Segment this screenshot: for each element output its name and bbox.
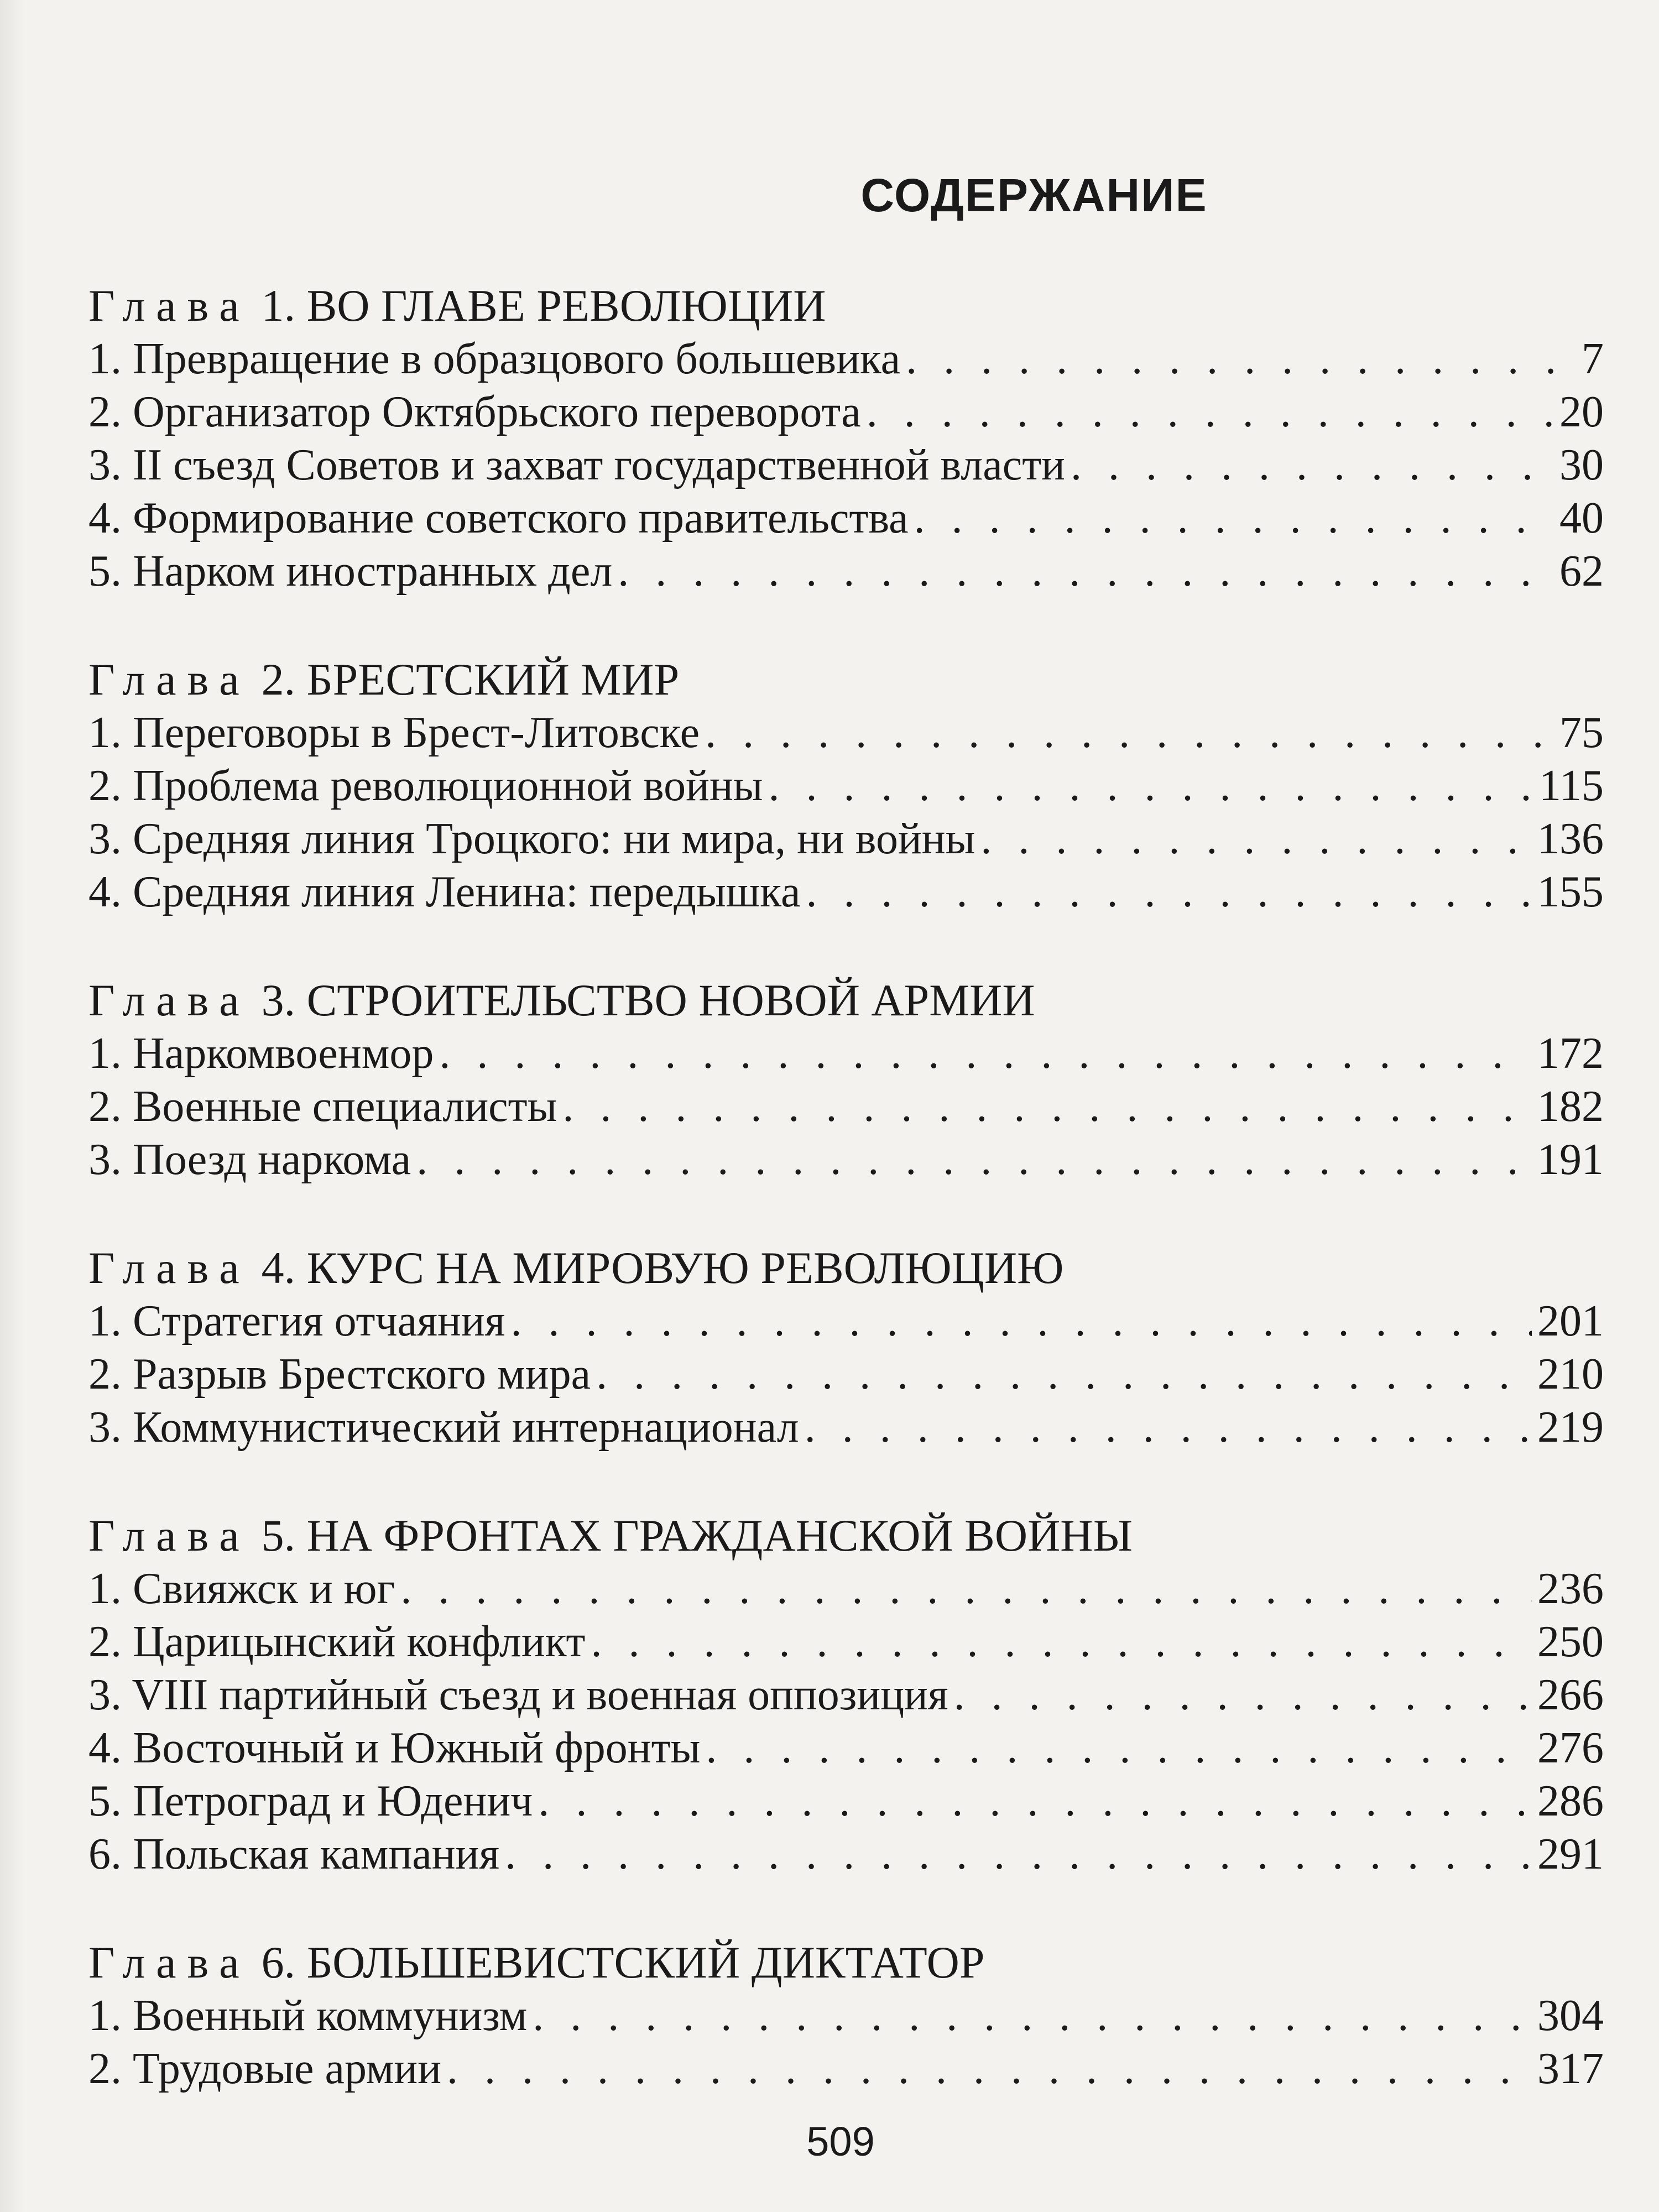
dot-leader	[705, 706, 1554, 759]
toc-entry	[88, 439, 1604, 492]
toc-entry	[88, 385, 1604, 439]
dot-leader	[591, 1615, 1532, 1668]
chapter-heading	[88, 1241, 1604, 1295]
dot-leader	[439, 1027, 1532, 1080]
toc-entry-page: 219	[1537, 1403, 1604, 1452]
chapter-prefix: Глава	[88, 280, 251, 331]
toc-entry	[88, 1401, 1604, 1454]
toc-entry-title: 5. Нарком иностранных дел	[88, 547, 613, 596]
dot-leader	[538, 1775, 1532, 1828]
chapter-section	[88, 974, 1604, 1186]
toc-entry	[88, 1295, 1604, 1348]
toc-entry	[88, 1989, 1604, 2042]
chapter-prefix: Глава	[88, 1243, 251, 1293]
chapter-title: 1. ВО ГЛАВЕ РЕВОЛЮЦИИ	[261, 280, 826, 331]
toc-entry-title: 2. Проблема революционной войны	[88, 761, 763, 810]
chapter-section	[88, 1241, 1604, 1454]
toc-entry-page: 20	[1559, 388, 1604, 436]
chapter-prefix: Глава	[88, 1937, 251, 1987]
page-number: 509	[806, 2119, 875, 2164]
toc-entry-page: 172	[1537, 1029, 1604, 1078]
chapter-prefix: Глава	[88, 975, 251, 1025]
toc-entry-title: 1. Свияжск и юг	[88, 1564, 395, 1613]
toc-entry-page: 136	[1537, 815, 1604, 863]
toc-entry-title: 1. Военный коммунизм	[88, 1991, 528, 2040]
toc-entry-title: 4. Средняя линия Ленина: передышка	[88, 868, 801, 916]
page-title: СОДЕРЖАНИЕ	[860, 169, 1208, 221]
toc-entry-page: 317	[1537, 2044, 1604, 2093]
toc-entry	[88, 1721, 1604, 1775]
toc-entry	[88, 2042, 1604, 2095]
dot-leader	[805, 1401, 1532, 1454]
chapter-title: 6. БОЛЬШЕВИСТСКИЙ ДИКТАТОР	[261, 1937, 985, 1987]
chapter-heading	[88, 653, 1604, 706]
toc-entry-page: 291	[1537, 1830, 1604, 1879]
toc-entry-title: 1. Переговоры в Брест-Литовске	[88, 708, 700, 757]
chapter-section	[88, 1509, 1604, 1881]
toc-entry-title: 4. Восточный и Южный фронты	[88, 1724, 701, 1772]
dot-leader	[416, 1133, 1532, 1186]
dot-leader	[980, 812, 1532, 865]
toc-entry	[88, 1027, 1604, 1080]
toc-entry-page: 155	[1537, 868, 1604, 916]
toc-entry-title: 1. Превращение в образцового большевика	[88, 335, 901, 383]
toc-entry-title: 2. Военные специалисты	[88, 1082, 557, 1131]
toc-entry-title: 1. Наркомвоенмор	[88, 1029, 434, 1078]
chapter-prefix: Глава	[88, 654, 251, 705]
dot-leader	[596, 1348, 1532, 1401]
dot-leader	[510, 1295, 1532, 1348]
chapter-section	[88, 279, 1604, 598]
toc-entry-title: 2. Царицынский конфликт	[88, 1618, 586, 1666]
toc-entry	[88, 706, 1604, 759]
chapter-title: 5. НА ФРОНТАХ ГРАЖДАНСКОЙ ВОЙНЫ	[261, 1510, 1133, 1561]
toc-entry	[88, 1668, 1604, 1721]
toc-entry-title: 4. Формирование советского правительства	[88, 494, 909, 542]
chapter-prefix: Глава	[88, 1510, 251, 1561]
toc-entry-title: 5. Петроград и Юденич	[88, 1777, 533, 1825]
dot-leader	[562, 1080, 1532, 1133]
toc-entry-title: 2. Организатор Октябрьского переворота	[88, 388, 861, 436]
chapter-title: 2. БРЕСТСКИЙ МИР	[261, 654, 680, 705]
dot-leader	[867, 385, 1554, 439]
dot-leader	[400, 1562, 1532, 1615]
toc-entry-title: 3. Средняя линия Троцкого: ни мира, ни войны	[88, 815, 975, 863]
dot-leader	[769, 759, 1533, 812]
toc-entry-page: 286	[1537, 1777, 1604, 1825]
toc-entry	[88, 1775, 1604, 1828]
toc-entry-page: 191	[1537, 1135, 1604, 1184]
page-edge-shadow	[0, 0, 25, 2212]
toc-entry-title: 3. VIII партийный съезд и военная оппозиция	[88, 1671, 948, 1719]
chapter-heading	[88, 1936, 1604, 1989]
toc-entry-title: 1. Стратегия отчаяния	[88, 1297, 505, 1345]
chapter-section	[88, 653, 1604, 919]
toc-entry-page: 304	[1537, 1991, 1604, 2040]
dot-leader	[505, 1828, 1532, 1881]
toc-entry	[88, 545, 1604, 598]
chapter-title: 4. КУРС НА МИРОВУЮ РЕВОЛЮЦИЮ	[261, 1243, 1064, 1293]
toc-entry	[88, 812, 1604, 865]
dot-leader	[1071, 439, 1554, 492]
toc-entry-title: 3. Коммунистический интернационал	[88, 1403, 799, 1452]
toc-entry-page: 210	[1537, 1350, 1604, 1399]
toc-entry-page: 276	[1537, 1724, 1604, 1772]
chapter-title: 3. СТРОИТЕЛЬСТВО НОВОЙ АРМИИ	[261, 975, 1035, 1025]
chapter-heading	[88, 1509, 1604, 1562]
toc-entry	[88, 1828, 1604, 1881]
toc-entry-title: 2. Трудовые армии	[88, 2044, 442, 2093]
toc-entry	[88, 865, 1604, 919]
toc-entry-page: 250	[1537, 1618, 1604, 1666]
toc-entry	[88, 759, 1604, 812]
dot-leader	[906, 332, 1576, 385]
toc-entry-title: 3. II съезд Советов и захват государственной власти	[88, 441, 1065, 489]
toc-entry	[88, 1615, 1604, 1668]
toc-entry-title: 2. Разрыв Брестского мира	[88, 1350, 591, 1399]
toc-entry	[88, 1348, 1604, 1401]
toc-entry-page: 62	[1559, 547, 1604, 596]
dot-leader	[533, 1989, 1532, 2042]
dot-leader	[706, 1721, 1532, 1775]
chapter-section	[88, 1936, 1604, 2095]
dot-leader	[954, 1668, 1532, 1721]
toc-entry-page: 236	[1537, 1564, 1604, 1613]
toc-entry-page: 201	[1537, 1297, 1604, 1345]
toc-entry	[88, 1133, 1604, 1186]
toc-entry-page: 75	[1559, 708, 1604, 757]
toc-entry-title: 3. Поезд наркома	[88, 1135, 411, 1184]
dot-leader	[447, 2042, 1532, 2095]
toc-entry-page: 40	[1559, 494, 1604, 542]
table-of-contents	[88, 279, 1604, 2151]
chapter-heading	[88, 279, 1604, 332]
dot-leader	[806, 865, 1532, 919]
toc-entry-page: 115	[1538, 761, 1604, 810]
toc-entry-title: 6. Польская кампания	[88, 1830, 500, 1879]
toc-entry	[88, 1080, 1604, 1133]
toc-entry	[88, 332, 1604, 385]
toc-entry-page: 182	[1537, 1082, 1604, 1131]
dot-leader	[618, 545, 1554, 598]
toc-entry-page: 266	[1537, 1671, 1604, 1719]
toc-entry	[88, 492, 1604, 545]
toc-entry	[88, 1562, 1604, 1615]
toc-entry-page: 30	[1559, 441, 1604, 489]
toc-entry-page: 7	[1582, 335, 1604, 383]
dot-leader	[914, 492, 1554, 545]
chapter-heading	[88, 974, 1604, 1027]
